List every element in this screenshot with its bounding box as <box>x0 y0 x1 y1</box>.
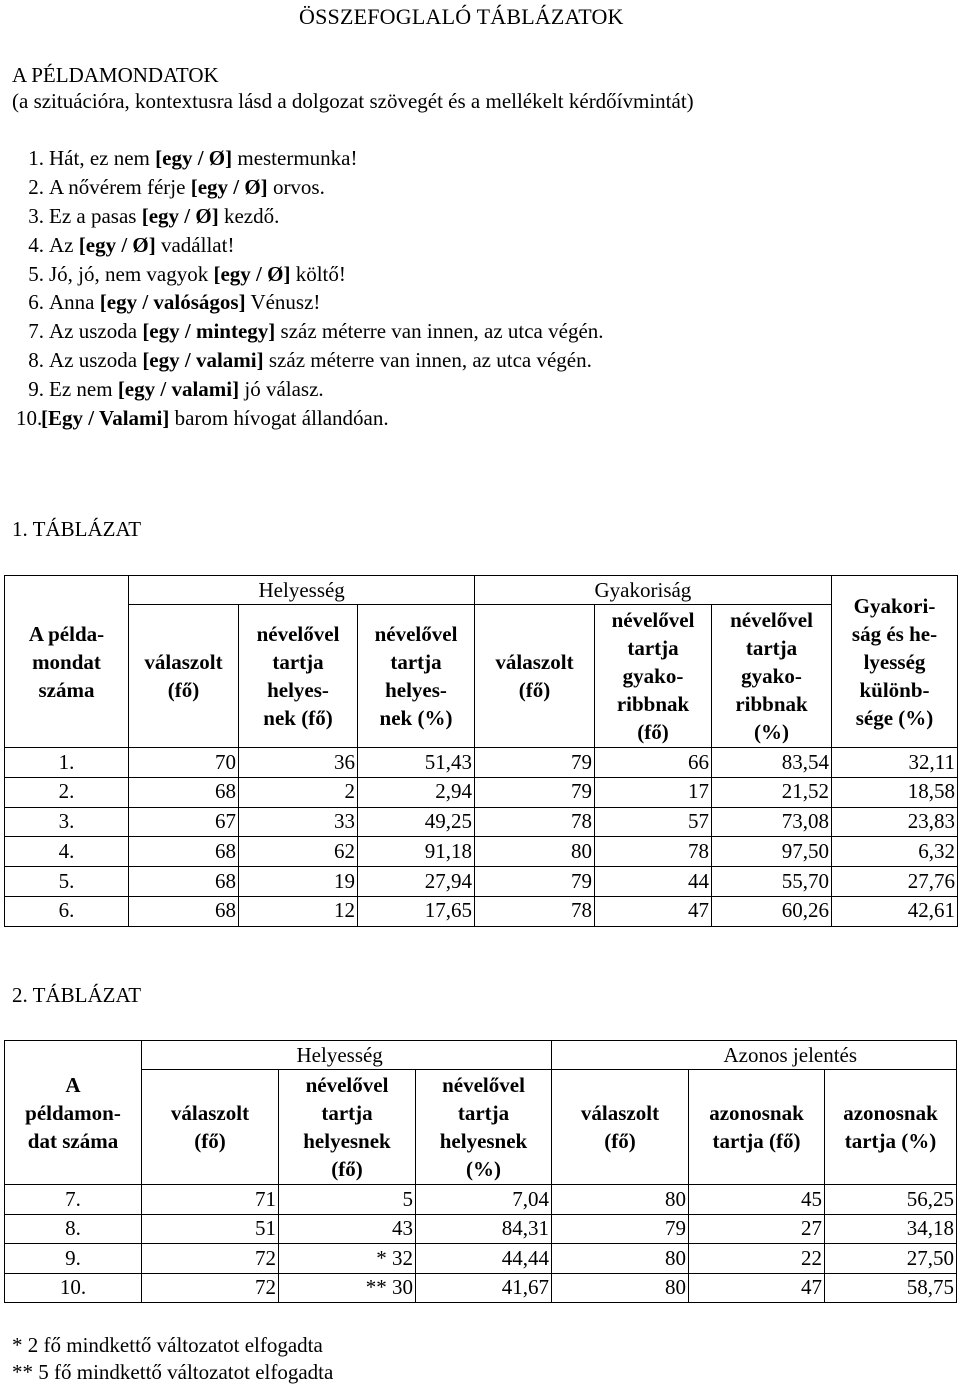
t1-header-diff: Gyakori- ság és he- lyesség különb- sége (%) <box>832 576 958 748</box>
example-sentence <box>24 260 604 289</box>
data-cell: 36 <box>239 748 358 778</box>
data-cell: 80 <box>552 1244 689 1274</box>
t2-header-art-correct-n: névelővel tartja helyesnek (fő) <box>279 1070 416 1185</box>
example-choice: [egy / valami] <box>142 348 264 373</box>
data-cell: 6,32 <box>832 837 958 867</box>
row-label-cell: 2. <box>5 777 129 807</box>
data-cell: 47 <box>595 896 712 926</box>
data-cell: 7,04 <box>416 1185 552 1215</box>
example-choice: [egy / Ø] <box>141 203 219 228</box>
examples-subheading: (a szituációra, kontextusra lásd a dolgozat szövegét és a mellékelt kérdőívmintát) <box>12 89 694 113</box>
example-choice: [Egy / Valami] <box>41 406 170 431</box>
data-cell: 72 <box>142 1273 279 1303</box>
t2-header-same-n: azonosnak tartja (fő) <box>689 1070 825 1185</box>
t2-header-same-pct: azonosnak tartja (%) <box>825 1070 957 1185</box>
data-cell: 27,94 <box>358 867 475 897</box>
example-sentence <box>24 288 604 317</box>
data-cell: 68 <box>129 896 239 926</box>
table1 <box>4 575 958 927</box>
data-cell: 49,25 <box>358 807 475 837</box>
table-row <box>5 1273 957 1303</box>
table-row <box>5 1244 957 1274</box>
example-choice: [egy / valami] <box>117 377 240 402</box>
data-cell: 51,43 <box>358 748 475 778</box>
example-sentence <box>24 173 604 202</box>
data-cell: 21,52 <box>712 777 832 807</box>
t1-header-sentence-no: A példa- mondat száma <box>5 576 129 748</box>
example-text-post: jó válasz. <box>239 377 324 402</box>
t1-group-helyesseg: Helyesség <box>239 576 475 605</box>
data-cell: 5 <box>279 1185 416 1215</box>
example-text-post: költő! <box>290 261 346 286</box>
data-cell: 67 <box>129 807 239 837</box>
t1-header-answered-h: válaszolt (fő) <box>129 605 239 748</box>
data-cell: 79 <box>475 748 595 778</box>
table2 <box>4 1040 957 1303</box>
example-number: 10. <box>16 406 43 431</box>
example-text-pre: Ez a pasas <box>49 203 142 228</box>
data-cell: 78 <box>475 896 595 926</box>
row-label-cell: 3. <box>5 807 129 837</box>
example-number: 9. <box>28 377 44 402</box>
example-text-pre: Jó, jó, nem vagyok <box>49 261 214 286</box>
table-row <box>5 777 958 807</box>
example-text-post: vadállat! <box>155 232 235 257</box>
example-number: 1. <box>28 146 44 170</box>
data-cell: 17 <box>595 777 712 807</box>
data-cell: 80 <box>552 1185 689 1215</box>
data-cell: 34,18 <box>825 1214 957 1244</box>
data-cell: 91,18 <box>358 837 475 867</box>
example-sentence-list <box>16 144 604 433</box>
data-cell: 79 <box>475 777 595 807</box>
t2-header-sentence-no: A példamon- dat száma <box>5 1041 142 1185</box>
t2-group-azonos: Azonos jelentés <box>689 1041 957 1070</box>
t2-header-art-correct-pct: névelővel tartja helyesnek (%) <box>416 1070 552 1185</box>
example-choice: [egy / mintegy] <box>142 319 276 344</box>
example-sentence <box>24 375 604 404</box>
data-cell: 33 <box>239 807 358 837</box>
example-choice: [egy / Ø] <box>190 174 268 199</box>
data-cell: ** 30 <box>279 1273 416 1303</box>
data-cell: 43 <box>279 1214 416 1244</box>
data-cell: 80 <box>475 837 595 867</box>
example-text-post: száz méterre van innen, az utca végén. <box>275 319 604 344</box>
data-cell: 42,61 <box>832 896 958 926</box>
data-cell: 18,58 <box>832 777 958 807</box>
row-label-cell: 1. <box>5 748 129 778</box>
example-text-pre: Hát, ez nem <box>49 146 156 170</box>
table2-caption: 2. TÁBLÁZAT <box>12 983 142 1007</box>
t2-header-answered-h: válaszolt (fő) <box>142 1070 279 1185</box>
t2-header-answered-a: válaszolt (fő) <box>552 1070 689 1185</box>
example-sentence <box>24 317 604 346</box>
example-text-post: száz méterre van innen, az utca végén. <box>263 348 592 373</box>
data-cell: 79 <box>552 1214 689 1244</box>
table-row <box>5 867 958 897</box>
data-cell: 60,26 <box>712 896 832 926</box>
data-cell: 78 <box>595 837 712 867</box>
example-text-pre: Az uszoda <box>49 348 143 373</box>
row-label-cell: 10. <box>5 1273 142 1303</box>
table-row <box>5 807 958 837</box>
data-cell: 78 <box>475 807 595 837</box>
data-cell: 71 <box>142 1185 279 1215</box>
t1-header-art-correct-pct: névelővel tartja helyes- nek (%) <box>358 605 475 748</box>
t1-header-art-correct-n: névelővel tartja helyes- nek (fő) <box>239 605 358 748</box>
row-label-cell: 8. <box>5 1214 142 1244</box>
table-row <box>5 837 958 867</box>
data-cell: 68 <box>129 837 239 867</box>
example-sentence <box>16 404 604 433</box>
t1-header-art-freq-pct: névelővel tartja gyako- ribbnak (%) <box>712 605 832 748</box>
example-choice: [egy / valóságos] <box>99 290 246 315</box>
example-text-pre: A nővérem férje <box>49 174 191 199</box>
row-label-cell: 9. <box>5 1244 142 1274</box>
data-cell: 73,08 <box>712 807 832 837</box>
example-number: 3. <box>28 203 44 228</box>
example-sentence <box>24 202 604 231</box>
footnote-2: ** 5 fő mindkettő változatot elfogadta <box>12 1360 334 1384</box>
data-cell: 83,54 <box>712 748 832 778</box>
example-sentence <box>24 231 604 260</box>
footnote-1: * 2 fő mindkettő változatot elfogadta <box>12 1333 323 1357</box>
data-cell: 68 <box>129 867 239 897</box>
example-text-pre: Anna <box>49 290 100 315</box>
data-cell: 19 <box>239 867 358 897</box>
data-cell: 47 <box>689 1273 825 1303</box>
data-cell: 41,67 <box>416 1273 552 1303</box>
example-text-pre: Az <box>49 232 79 257</box>
examples-heading: A PÉLDAMONDATOK <box>12 63 219 87</box>
example-sentence <box>24 346 604 375</box>
example-text-post: kezdő. <box>218 203 280 228</box>
data-cell: 84,31 <box>416 1214 552 1244</box>
data-cell: 51 <box>142 1214 279 1244</box>
table-row <box>5 896 958 926</box>
data-cell: 23,83 <box>832 807 958 837</box>
data-cell: 56,25 <box>825 1185 957 1215</box>
table-row <box>5 1214 957 1244</box>
data-cell: 12 <box>239 896 358 926</box>
row-label-cell: 4. <box>5 837 129 867</box>
example-number: 7. <box>28 319 44 344</box>
data-cell: 2,94 <box>358 777 475 807</box>
example-number: 8. <box>28 348 44 373</box>
data-cell: 70 <box>129 748 239 778</box>
data-cell: 2 <box>239 777 358 807</box>
data-cell: 44,44 <box>416 1244 552 1274</box>
data-cell: 57 <box>595 807 712 837</box>
data-cell: 66 <box>595 748 712 778</box>
data-cell: 27 <box>689 1214 825 1244</box>
data-cell: 62 <box>239 837 358 867</box>
data-cell: 97,50 <box>712 837 832 867</box>
t1-group-blank <box>475 576 595 605</box>
data-cell: 79 <box>475 867 595 897</box>
t2-group-helyesseg: Helyesség <box>279 1041 552 1070</box>
example-sentence <box>24 144 604 173</box>
example-text-post: orvos. <box>267 174 325 199</box>
row-label-cell: 7. <box>5 1185 142 1215</box>
data-cell: 27,50 <box>825 1244 957 1274</box>
table1-caption: 1. TÁBLÁZAT <box>12 517 142 541</box>
example-choice: [egy / Ø] <box>78 232 156 257</box>
table-row <box>5 1185 957 1215</box>
t1-header-answered-g: válaszolt (fő) <box>475 605 595 748</box>
example-number: 6. <box>28 290 44 315</box>
example-text-post: Vénusz! <box>245 290 321 315</box>
data-cell: 22 <box>689 1244 825 1274</box>
data-cell: 32,11 <box>832 748 958 778</box>
t1-header-art-freq-n: névelővel tartja gyako- ribbnak (fő) <box>595 605 712 748</box>
data-cell: 72 <box>142 1244 279 1274</box>
example-text-pre: Ez nem <box>49 377 118 402</box>
page-title: ÖSSZEFOGLALÓ TÁBLÁZATOK <box>299 4 624 29</box>
data-cell: 68 <box>129 777 239 807</box>
example-number: 2. <box>28 174 44 199</box>
t2-group-blank <box>552 1041 689 1070</box>
data-cell: 58,75 <box>825 1273 957 1303</box>
example-number: 4. <box>28 232 44 257</box>
example-number: 5. <box>28 261 44 286</box>
example-choice: [egy / Ø] <box>155 146 233 170</box>
example-choice: [egy / Ø] <box>213 261 291 286</box>
data-cell: 44 <box>595 867 712 897</box>
data-cell: 55,70 <box>712 867 832 897</box>
example-text-post: mestermunka! <box>232 146 358 170</box>
data-cell: * 32 <box>279 1244 416 1274</box>
example-text-post: barom hívogat állandóan. <box>169 406 389 431</box>
t2-group-blank <box>142 1041 279 1070</box>
t1-group-blank <box>129 576 239 605</box>
data-cell: 17,65 <box>358 896 475 926</box>
table-row <box>5 748 958 778</box>
t1-group-gyakorisag: Gyakoriság <box>595 576 832 605</box>
row-label-cell: 5. <box>5 867 129 897</box>
data-cell: 80 <box>552 1273 689 1303</box>
example-text-pre: Az uszoda <box>49 319 143 344</box>
data-cell: 45 <box>689 1185 825 1215</box>
data-cell: 27,76 <box>832 867 958 897</box>
row-label-cell: 6. <box>5 896 129 926</box>
